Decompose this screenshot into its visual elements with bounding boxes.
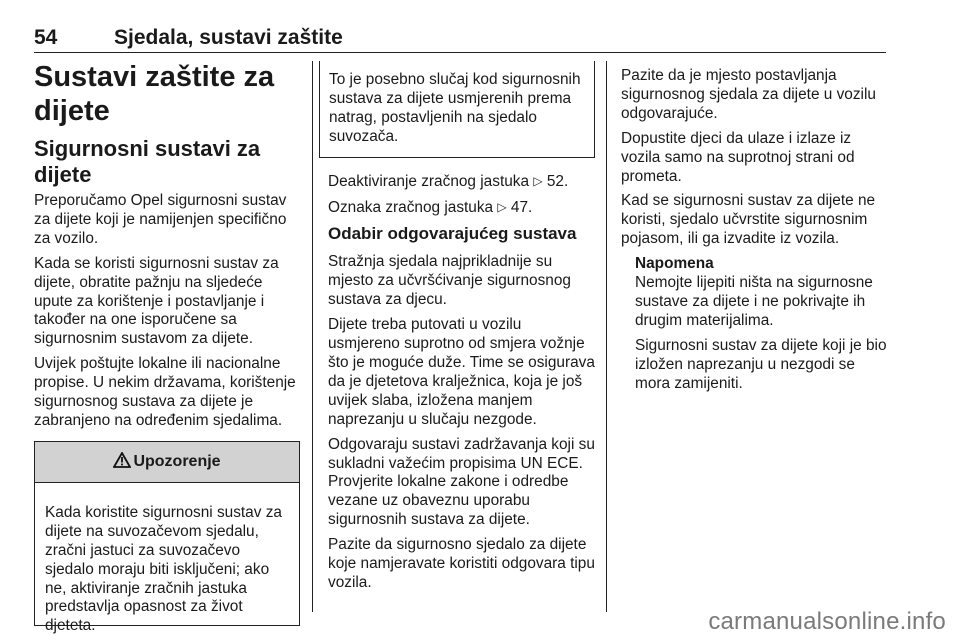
page-header — [34, 26, 886, 52]
paragraph: Kad se sigurnosni sustav za dijete ne koristi, sjedalo učvrstite sigurnosnim pojasom, ili ga izvadite iz vozila. — [621, 192, 876, 248]
column-2 — [319, 61, 597, 599]
column-1 — [34, 60, 300, 635]
continued-warning-box — [319, 61, 595, 158]
paragraph: Pazite da sigurnosno sjedalo za dijete koje namjeravate koristiti odgovara tipu vozila. — [328, 536, 595, 591]
watermark: carmanualsonline.info — [708, 608, 946, 635]
cross-reference — [319, 172, 597, 192]
section-title: Sjedala, sustavi zaštite — [114, 26, 343, 49]
column-3 — [621, 67, 889, 400]
chapter-heading: Sustavi zaštite za dijete — [34, 61, 275, 127]
page-arrow-icon: ▷ — [497, 199, 507, 214]
warning-text: Kada koristite sigurnosni sustav za dijete na suvozačevom sjedalu, zračni jastuci za suvozačevo sjedalo moraju biti isključeni; ako ne, aktiviranje zračnih jastuka predstavlja opasnost za život djeteta. — [45, 503, 282, 635]
subsection-heading: Odabir odgovarajućeg sustava — [328, 224, 577, 244]
paragraph: Stražnja sjedala najprikladnije su mjesto za učvršćivanje sigurnosnog sustava za djecu. — [328, 253, 571, 309]
paragraph: Kada se koristi sigurnosni sustav za dijete, obratite pažnju na sljedeće upute za korištenje i postavljanje i također na one isporučene sa sigurnosnim sustavom za dijete. — [34, 254, 279, 348]
header-rule — [34, 52, 886, 53]
note-block — [621, 255, 889, 393]
reference-page: 47. — [510, 198, 533, 216]
subsection-heading: Sigurnosni sustavi za dijete — [34, 136, 261, 187]
warning-header — [35, 442, 299, 483]
page-arrow-icon: ▷ — [533, 173, 543, 188]
column-divider-1 — [312, 61, 313, 612]
warning-title: Upozorenje — [133, 452, 221, 470]
note-paragraph: Nemojte lijepiti ništa na sigurnosne sustave za dijete i ne pokrivajte ih drugim materijalima. — [635, 274, 873, 329]
page-number: 54 — [34, 26, 58, 49]
warning-box — [34, 441, 300, 635]
cross-reference — [319, 198, 597, 218]
paragraph: Uvijek poštujte lokalne ili nacionalne propise. U nekim državama, korištenje sigurnosnog sustava za dijete je zabranjeno na određenim sjedalima. — [34, 355, 296, 429]
continued-warning-text: To je posebno slučaj kod sigurnosnih sustava za dijete usmjerenih prema natrag, postavljenih na sjedalo suvozača. — [329, 71, 581, 145]
reference-text: Oznaka zračnog jastuka — [328, 198, 494, 216]
paragraph: Odgovaraju sustavi zadržavanja koji su sukladni važećim propisima UN ECE. Provjerite lokalne zakone i odredbe vezane uz obaveznu uporabu sigurnosnih sustava za dijete. — [328, 435, 595, 529]
paragraph: Preporučamo Opel sigurnosni sustav za dijete koji je namijenjen specifično za vozilo. — [34, 192, 287, 247]
paragraph: Dopustite djeci da ulaze i izlaze iz vozila samo na suprotnoj strani od prometa. — [621, 129, 855, 185]
note-paragraph: Sigurnosni sustav za dijete koji je bio izložen naprezanju u nezgodi se mora zamijeniti. — [635, 336, 887, 392]
note-title: Napomena — [635, 255, 714, 273]
paragraph: Dijete treba putovati u vozilu usmjereno suprotno od smjera vožnje što je moguće duže. Time se osigurava da je djetetova kralježnica, koja je još uvijek slaba, izložena manjem naprezanju u slučaju nezgode. — [328, 316, 595, 428]
column-divider-2 — [606, 61, 607, 612]
reference-page: 52. — [546, 172, 569, 190]
warning-triangle-icon — [113, 452, 131, 468]
paragraph: Pazite da je mjesto postavljanja sigurnosnog sjedala za dijete u vozilu odgovarajuće. — [621, 67, 876, 122]
reference-text: Deaktiviranje zračnog jastuka — [328, 172, 530, 190]
